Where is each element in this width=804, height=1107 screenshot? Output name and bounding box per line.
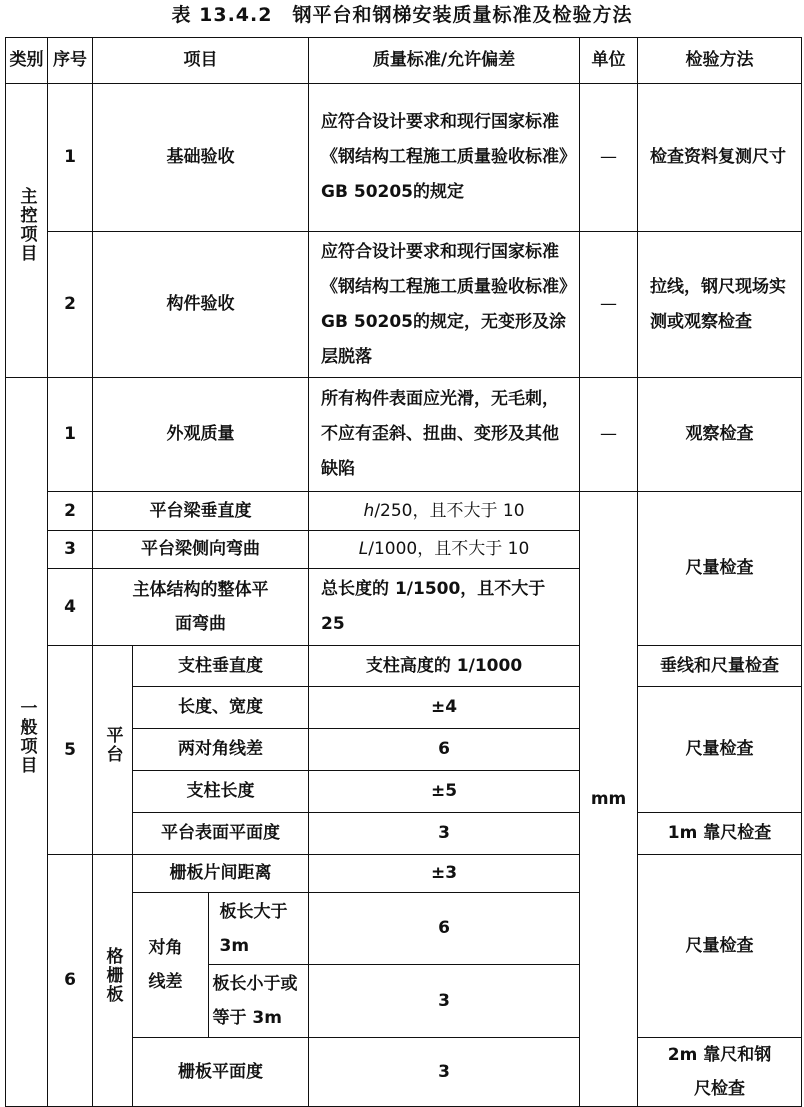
standard-variable: h <box>363 500 375 521</box>
row-standard: 所有构件表面应光滑，无毛刺，不应有歪斜、扭曲、变形及其他缺陷 <box>309 378 580 492</box>
row-method: 拉线，钢尺现场实测或观察检查 <box>638 232 802 378</box>
row-item: 板长小于或等于 3m <box>209 965 309 1038</box>
row-method: 1m 靠尺检查 <box>638 813 802 855</box>
group-grating: 格栅板 <box>102 946 123 1004</box>
row-standard: 3 <box>309 965 580 1038</box>
row-item: 平台表面平面度 <box>133 813 309 855</box>
standard-text: /250，且不大于 10 <box>374 500 525 521</box>
row-standard: 6 <box>309 729 580 771</box>
row-no: 4 <box>48 569 93 646</box>
group-platform-cell <box>93 646 133 855</box>
row-standard: 应符合设计要求和现行国家标准《钢结构工程施工质量验收标准》GB 50205的规定 <box>309 84 580 232</box>
standard-text: /1000，且不大于 10 <box>368 539 530 559</box>
row-standard <box>309 531 580 569</box>
table-title: 表 13.4.2 钢平台和钢梯安装质量标准及检验方法 <box>171 4 633 26</box>
header-item: 项目 <box>93 38 309 84</box>
diag-label: 对角线差 <box>148 938 183 992</box>
row-standard: 3 <box>309 813 580 855</box>
row-no: 2 <box>48 492 93 531</box>
row-standard <box>309 492 580 531</box>
table-row <box>6 378 802 492</box>
diag-label-cell <box>133 893 209 1038</box>
row-standard: 3 <box>309 1038 580 1107</box>
row-method: 观察检查 <box>638 378 802 492</box>
row-item: 平台梁垂直度 <box>93 492 309 531</box>
row-no: 1 <box>48 378 93 492</box>
row-item: 支柱垂直度 <box>133 646 309 687</box>
row-method: 垂线和尺量检查 <box>638 646 802 687</box>
row-no: 2 <box>48 232 93 378</box>
row-item: 支柱长度 <box>133 771 309 813</box>
header-unit: 单位 <box>580 38 638 84</box>
category-general-cell <box>6 378 48 1107</box>
row-standard: 6 <box>309 893 580 965</box>
method-ruler-check: 尺量检查 <box>638 855 802 1038</box>
row-item: 构件验收 <box>93 232 309 378</box>
table-row <box>6 232 802 378</box>
row-item: 主体结构的整体平面弯曲 <box>93 569 309 646</box>
row-item: 板长大于 3m <box>209 893 309 965</box>
row-item: 基础验收 <box>93 84 309 232</box>
row-item: 外观质量 <box>93 378 309 492</box>
group-grating-cell <box>93 855 133 1107</box>
table-row <box>6 646 802 687</box>
table-row <box>6 84 802 232</box>
row-standard: 支柱高度的 1/1000 <box>309 646 580 687</box>
row-no: 5 <box>48 646 93 855</box>
row-unit: — <box>580 84 638 232</box>
header-no: 序号 <box>48 38 93 84</box>
row-no: 6 <box>48 855 93 1107</box>
category-general: 一般项目 <box>16 698 37 775</box>
category-main-cell <box>6 84 48 378</box>
unit-mm: mm <box>580 492 638 1107</box>
row-no: 1 <box>48 84 93 232</box>
row-standard: 总长度的 1/1500，且不大于 25 <box>309 569 580 646</box>
quality-standard-table <box>5 37 802 1107</box>
row-unit: — <box>580 378 638 492</box>
header-method: 检验方法 <box>638 38 802 84</box>
row-method: 2m 靠尺和钢尺检查 <box>638 1038 802 1107</box>
header-standard: 质量标准/允许偏差 <box>309 38 580 84</box>
row-item: 两对角线差 <box>133 729 309 771</box>
row-standard: ±3 <box>309 855 580 893</box>
row-no: 3 <box>48 531 93 569</box>
table-row <box>6 855 802 893</box>
row-item: 平台梁侧向弯曲 <box>93 531 309 569</box>
group-platform: 平台 <box>102 725 123 764</box>
row-item: 长度、宽度 <box>133 687 309 729</box>
row-standard: 应符合设计要求和现行国家标准《钢结构工程施工质量验收标准》GB 50205的规定，无变形及涂层脱落 <box>309 232 580 378</box>
method-ruler-check: 尺量检查 <box>638 687 802 813</box>
table-header-row <box>6 38 802 84</box>
category-main: 主控项目 <box>16 187 37 263</box>
row-unit: — <box>580 232 638 378</box>
row-method: 检查资料复测尺寸 <box>638 84 802 232</box>
row-item: 栅板片间距离 <box>133 855 309 893</box>
row-standard: ±5 <box>309 771 580 813</box>
standard-variable: L <box>358 539 369 559</box>
table-row <box>6 492 802 531</box>
method-ruler-check: 尺量检查 <box>638 492 802 646</box>
header-category: 类别 <box>6 38 48 84</box>
row-standard: ±4 <box>309 687 580 729</box>
row-item: 栅板平面度 <box>133 1038 309 1107</box>
